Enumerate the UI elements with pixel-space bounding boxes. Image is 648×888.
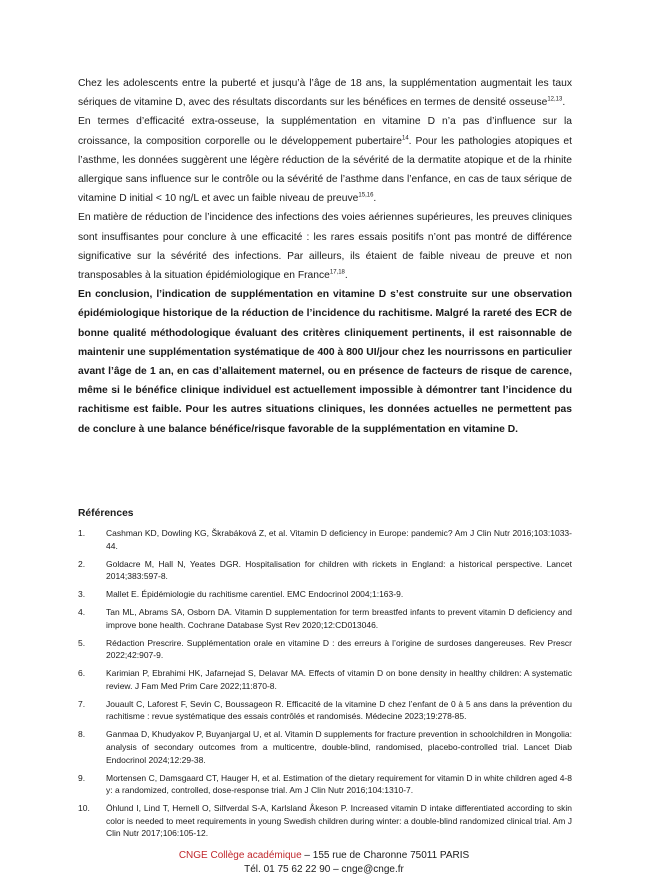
reference-item [78, 667, 572, 692]
reference-item [78, 637, 572, 662]
footer-address: – 155 rue de Charonne 75011 PARIS [301, 850, 470, 861]
reference-item [78, 527, 572, 552]
reference-text: Ganmaa D, Khudyakov P, Buyanjargal U, et al. Vitamin D supplements for fracture prevention in schoolchildren in Mongolia: analysis of secondary outcomes from a multicentre, double-blind, randomised, placebo-controlled trial. Lancet Diab Endocrinol 2024;12:29-38. [106, 729, 572, 765]
paragraph-adolescents [78, 74, 572, 112]
reference-number: 2. [78, 558, 86, 569]
reference-text: Cashman KD, Dowling KG, Škrabáková Z, et al. Vitamin D deficiency in Europe: pandemic? Am J Clin Nutr 2016;103:1033-44. [106, 528, 572, 551]
paragraph-end: . [562, 97, 566, 109]
reference-text: Öhlund I, Lind T, Hernell O, Silfverdal S-A, Karlsland Åkeson P. Increased vitamin D intake differentiated according to skin color is needed to meet requirements in young Swedish children during winter: a double-blind randomized clinical trial. Am J Clin Nutr 2017;106:105-12. [106, 803, 572, 839]
paragraph-text: . Pour les pathologies atopiques et l’asthme, les données suggèrent une légère réduction de la sévérité de la dermatite atopique et de la rhinite allergique sans influence sur le contrôle ou la sévérité de l’asthme dans l’enfance, en cas de taux sérique de vitamine D initial < 10 ng/L et avec un faible niveau de preuve [78, 135, 572, 205]
reference-item [78, 802, 572, 840]
citation-superscript: 15,16 [358, 192, 374, 199]
citation-superscript: 17,18 [329, 269, 345, 276]
page-footer [0, 849, 648, 877]
reference-item [78, 588, 572, 601]
reference-item [78, 606, 572, 631]
reference-item [78, 728, 572, 766]
paragraph-conclusion: En conclusion, l’indication de supplémentation en vitamine D s’est construite sur une observation épidémiologique historique de la réduction de l’incidence du rachitisme. Malgré la rareté des ECR de bonne qualité méthodologique évaluant des critères cliniquement pertinents, il est raisonnable de maintenir une supplémentation systématique de 400 à 800 UI/jour chez les nourrissons en particulier avant l’âge de 1 an, en cas d’allaitement maternel, ou en présence de facteurs de risque de carence, même si le bénéfice clinique individuel est actuellement impossible à démontrer tant l’incidence du rachitisme est faible. Pour les autres situations cliniques, les données actuelles ne permettent pas de conclure à une balance bénéfice/risque favorable de la supplémentation en vitamine D. [78, 289, 572, 435]
reference-text: Goldacre M, Hall N, Yeates DGR. Hospitalisation for children with rickets in England: a historical perspective. Lancet 2014;383:597-8. [106, 558, 572, 582]
footer-line-address [0, 849, 648, 863]
reference-number: 10. [78, 803, 90, 814]
reference-text: Karimian P, Ebrahimi HK, Jafarnejad S, Delavar MA. Effects of vitamin D on bone density in healthy children: A systematic review. J Fam Med Prim Care 2022;11:870-8. [106, 668, 572, 691]
reference-number: 6. [78, 668, 86, 679]
references-list [78, 527, 572, 845]
reference-text: Jouault C, Laforest F, Sevin C, Boussageon R. Efficacité de la vitamine D chez l’enfant de 0 à 5 ans dans la prévention du rachitisme : revue systématique des essais contrôlés et randomisés. Médecine 2023;19:278-85. [106, 698, 572, 722]
footer-contact: Tél. 01 75 62 22 90 – cnge@cnge.fr [244, 864, 404, 875]
footer-brand: CNGE Collège académique [178, 850, 302, 861]
reference-item [78, 698, 572, 723]
reference-number: 7. [78, 698, 86, 709]
paragraph-end: . [344, 270, 348, 282]
reference-number: 3. [78, 589, 86, 600]
reference-number: 8. [78, 729, 86, 740]
citation-superscript: 12,13 [547, 96, 563, 103]
reference-text: Mallet E. Épidémiologie du rachitisme carentiel. EMC Endocrinol 2004;1:163-9. [106, 589, 404, 600]
paragraph-infections [78, 208, 572, 285]
paragraph-text: Chez les adolescents entre la puberté et jusqu’à l’âge de 18 ans, la supplémentation augmentait les taux sériques de vitamine D, avec des résultats discordants sur les bénéfices en termes de densité osseuse [78, 78, 572, 109]
references-title: Références [78, 508, 134, 519]
paragraph-end: . [373, 193, 377, 205]
reference-item [78, 558, 572, 583]
paragraph-text: En termes d’efficacité extra-osseuse, la supplémentation en vitamine D n’a pas d’influence sur la croissance, la composition corporelle ou le développement pubertaire [78, 116, 572, 147]
reference-text: Tan ML, Abrams SA, Osborn DA. Vitamin D supplementation for term breastfed infants to prevent vitamin D deficiency and improve bone health. Cochrane Database Syst Rev 2020;12:CD013046. [106, 607, 572, 630]
reference-number: 5. [78, 637, 86, 648]
reference-number: 9. [78, 772, 86, 783]
reference-number: 4. [78, 607, 86, 618]
paragraph-text: En matière de réduction de l’incidence des infections des voies aériennes supérieures, les preuves cliniques sont insuffisantes pour conclure à une efficacité : les rares essais positifs n’ont pas montré de différence significative sur la sévérité des infections. Par ailleurs, ils étaient de faible niveau de preuve et non transposables à la situation épidémiologique en France [78, 212, 572, 282]
paragraph-extra-osseuse [78, 112, 572, 208]
reference-number: 1. [78, 528, 86, 538]
document-body [78, 74, 572, 439]
citation-superscript: 14 [401, 135, 409, 142]
reference-text: Rédaction Prescrire. Supplémentation orale en vitamine D : des erreurs à l’origine de surdoses dangereuses. Rev Prescr 2022;42:907-9. [106, 637, 572, 661]
reference-item [78, 772, 572, 797]
reference-text: Mortensen C, Damsgaard CT, Hauger H, et al. Estimation of the dietary requirement for vitamin D in white children aged 4-8 y: a randomized, controlled, dose-response trial. Am J Clin Nutr 2016;104:1310-7. [106, 772, 572, 796]
